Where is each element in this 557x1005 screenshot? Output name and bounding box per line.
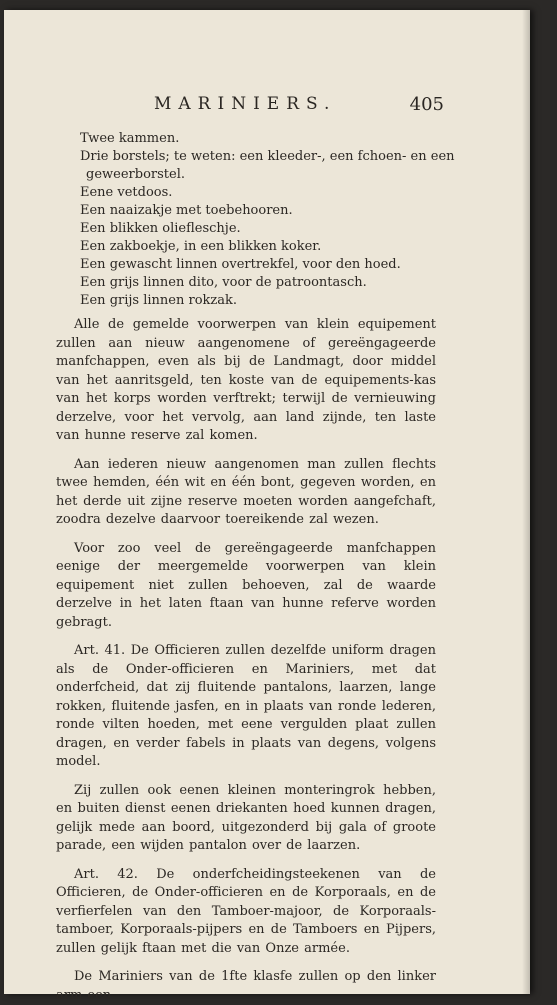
paragraph: Art. 42. De onderfcheidingsteekenen van de Officieren, de Onder-officieren en de Korporaals, en de verfierfelen van den Tamboer-majoor, de Korporaals-tamboer, Korporaals-pijpers en de Tamboers en Pijpers, zullen gelijk ftaan met die van Onze armée.	[56, 866, 436, 956]
list-item: Een naaizakje met toebehooren.	[80, 203, 293, 218]
paragraph: Voor zoo veel de gereëngageerde manfchappen eenige der meergemelde voorwerpen van klein equipement niet zullen behoeven, zal de waarde derzelve in het laten ftaan van hunne referve worden gebragt.	[56, 540, 436, 630]
list-item: Een blikken oliefleschje.	[80, 221, 241, 236]
running-title: MARINIERS.	[154, 94, 337, 114]
list-item: Een grijs linnen dito, voor de patroontasch.	[80, 275, 367, 290]
page-header	[154, 94, 444, 118]
page-body	[56, 130, 455, 1005]
paragraph: Alle de gemelde voorwerpen van klein equipement zullen aan nieuw aangenomene of gereëngageerde manfchappen, even als bij de Landmagt, door middel van het aanritsgeld, ten koste van de equipements-kas van het korps worden verftrekt; terwijl de vernieuwing derzelve, voor het vervolg, aan land zijnde, ten laste van hunne reserve zal komen.	[56, 317, 436, 443]
list-item: Een gewascht linnen overtrekfel, voor den hoed.	[80, 257, 401, 272]
book-page	[4, 10, 530, 1003]
list-item: Drie borstels; te weten: een kleeder-, een fchoen- en een	[80, 149, 455, 164]
page-edge-shadow	[522, 10, 530, 994]
paragraph: Zij zullen ook eenen kleinen monteringrok hebben, en buiten dienst eenen driekanten hoed kunnen dragen, gelijk mede aan boord, uitgezonderd bij gala of groote parade, een wijden pantalon over de laarzen.	[56, 782, 436, 853]
list-item: Een grijs linnen rokzak.	[80, 293, 238, 308]
list-item: Een zakboekje, in een blikken koker.	[80, 239, 322, 254]
paragraph: De Mariniers van de 1fte klasfe zullen op den linker arm een	[56, 969, 436, 1003]
page-number: 405	[409, 94, 444, 115]
paragraph: Art. 41. De Officieren zullen dezelfde uniform dragen als de Onder-officieren en Mariniers, met dat onderfcheid, dat zij fluitende pantalons, laarzen, lange rokken, fluitende jasfen, en in plaats van ronde lederen, ronde vilten hoeden, met eene vergulden plaat zullen dragen, en verder fabels in plaats van degens, volgens model.	[56, 643, 436, 769]
list-item: geweerborstel.	[86, 167, 185, 182]
list-item: Twee kammen.	[80, 131, 180, 146]
paragraph: Aan iederen nieuw aangenomen man zullen flechts twee hemden, één wit en één bont, gegeven worden, en het derde uit zijne reserve moeten worden aangefchaft, zoodra dezelve daarvoor toereikende zal wezen.	[56, 456, 436, 527]
list-item: Eene vetdoos.	[80, 185, 173, 200]
